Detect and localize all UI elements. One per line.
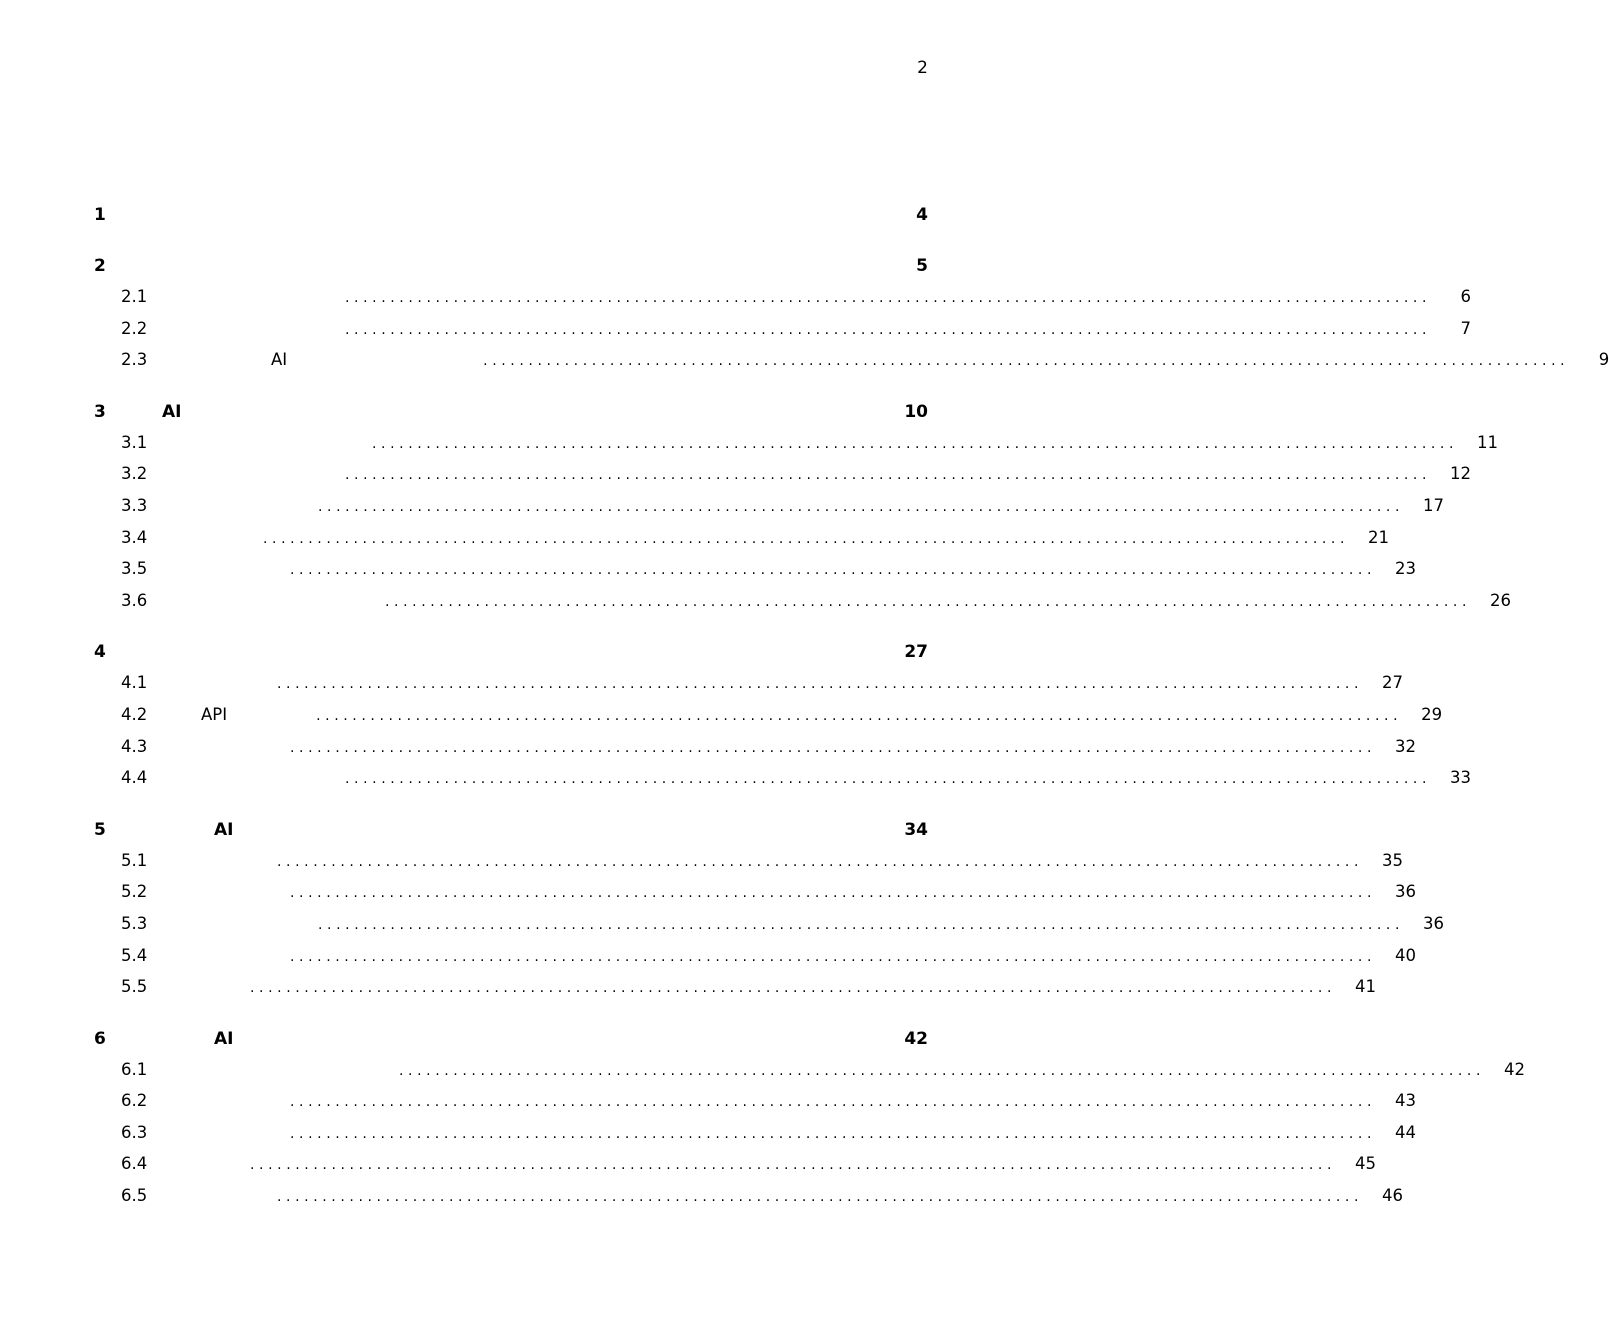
section-number: 3.6 [121, 590, 148, 610]
section-page-number: 36 [1395, 882, 1417, 902]
section-entry[interactable] [94, 940, 1417, 972]
section-entry[interactable] [94, 1180, 1404, 1212]
dot-leader: ........................................................................................................................ [290, 948, 1377, 965]
section-page-number: 41 [1355, 977, 1377, 997]
section-number: 3.1 [121, 432, 148, 452]
chapter-number: 5 [94, 819, 106, 840]
section-number: 3.2 [121, 464, 148, 484]
section-page-number: 32 [1395, 736, 1417, 756]
section-number: 5.3 [121, 913, 148, 933]
section-entry[interactable] [94, 876, 1417, 908]
section-number: 5.1 [121, 850, 148, 870]
section-number: 6.2 [121, 1091, 148, 1111]
chapter-entry[interactable] [94, 200, 928, 230]
section-page-number: 21 [1368, 527, 1390, 547]
section-entry[interactable] [94, 731, 1417, 763]
dot-leader: ........................................................................................................................ [263, 530, 1350, 547]
section-number: 5.5 [121, 977, 148, 997]
chapter-page-number: 10 [904, 401, 928, 422]
chapter-page-number: 5 [916, 256, 928, 276]
section-page-number: 33 [1450, 768, 1472, 788]
chapter-block [94, 397, 1512, 617]
section-title: API [201, 704, 228, 724]
chapter-number: 2 [94, 256, 106, 276]
dot-leader: ........................................................................................................................ [318, 916, 1405, 933]
chapter-number: 6 [94, 1028, 106, 1049]
chapter-page-number: 27 [904, 642, 928, 663]
section-number: 3.3 [121, 495, 148, 515]
section-page-number: 43 [1395, 1091, 1417, 1111]
section-page-number: 12 [1450, 464, 1472, 484]
section-page-number: 35 [1382, 850, 1404, 870]
section-page-number: 27 [1382, 673, 1404, 693]
section-page-number: 6 [1460, 287, 1472, 306]
section-number: 5.4 [121, 945, 148, 965]
dot-leader: ........................................................................................................................ [250, 1157, 1337, 1174]
dot-leader: ........................................................................................................................ [385, 593, 1472, 610]
dot-leader: ........................................................................................................................ [290, 1094, 1377, 1111]
dot-leader: ........................................................................................................................ [277, 1189, 1364, 1206]
dot-leader: ........................................................................................................................ [277, 853, 1364, 870]
section-page-number: 17 [1423, 495, 1445, 515]
section-number: 6.4 [121, 1154, 148, 1174]
section-entry[interactable] [94, 667, 1404, 699]
chapter-page-number: 4 [916, 205, 928, 225]
section-page-number: 36 [1423, 913, 1445, 933]
chapter-block [94, 1024, 1526, 1212]
dot-leader: ........................................................................................................................ [345, 467, 1432, 484]
page-number: 2 [917, 58, 928, 78]
dot-leader: ........................................................................................................................ [290, 739, 1377, 756]
section-entry[interactable] [94, 344, 1609, 376]
chapter-title: AI [162, 401, 182, 422]
section-number: 4.2 [121, 704, 148, 724]
section-entry[interactable] [94, 427, 1499, 459]
dot-leader: ........................................................................................................................ [345, 290, 1432, 306]
chapter-number: 4 [94, 642, 106, 663]
section-entry[interactable] [94, 585, 1512, 617]
chapter-page-number: 42 [904, 1028, 928, 1049]
dot-leader: ........................................................................................................................ [290, 1125, 1377, 1142]
section-number: 4.3 [121, 736, 148, 756]
chapter-block [94, 637, 1472, 793]
section-entry[interactable] [94, 313, 1472, 345]
dot-leader: ........................................................................................................................ [290, 885, 1377, 902]
section-page-number: 7 [1460, 318, 1472, 338]
dot-leader: ........................................................................................................................ [483, 353, 1570, 370]
section-page-number: 46 [1382, 1186, 1404, 1206]
table-of-contents [94, 200, 1609, 1233]
section-page-number: 23 [1395, 559, 1417, 579]
section-page-number: 42 [1504, 1059, 1526, 1079]
section-number: 6.3 [121, 1122, 148, 1142]
section-number: 4.4 [121, 768, 148, 788]
section-number: 6.1 [121, 1059, 148, 1079]
dot-leader: ........................................................................................................................ [316, 707, 1403, 724]
dot-leader: ........................................................................................................................ [372, 435, 1459, 452]
chapter-entry[interactable] [94, 251, 928, 281]
chapter-title: AI [214, 1028, 234, 1049]
section-page-number: 26 [1490, 590, 1512, 610]
section-page-number: 40 [1395, 945, 1417, 965]
section-entry[interactable] [94, 1085, 1417, 1117]
section-entry[interactable] [94, 762, 1472, 794]
dot-leader: ........................................................................................................................ [290, 562, 1377, 579]
chapter-entry[interactable] [94, 815, 928, 845]
section-number: 2.1 [121, 287, 148, 306]
section-number: 6.5 [121, 1186, 148, 1206]
section-number: 2.3 [121, 350, 148, 370]
section-page-number: 29 [1421, 704, 1443, 724]
section-entry[interactable] [94, 1054, 1526, 1086]
section-page-number: 44 [1395, 1122, 1417, 1142]
chapter-block [94, 251, 1609, 376]
chapter-title: AI [214, 819, 234, 840]
section-entry[interactable] [94, 490, 1445, 522]
chapter-number: 1 [94, 205, 106, 225]
section-number: 2.2 [121, 318, 148, 338]
section-entry[interactable] [94, 1148, 1377, 1180]
section-title: AI [271, 350, 288, 370]
section-number: 4.1 [121, 673, 148, 693]
section-entry[interactable] [94, 1117, 1417, 1149]
section-entry[interactable] [94, 971, 1377, 1003]
chapter-page-number: 34 [904, 819, 928, 840]
section-number: 5.2 [121, 882, 148, 902]
section-entry[interactable] [94, 699, 1443, 731]
dot-leader: ........................................................................................................................ [250, 980, 1337, 997]
section-entry[interactable] [94, 908, 1445, 940]
section-number: 3.5 [121, 559, 148, 579]
section-page-number: 11 [1477, 432, 1499, 452]
dot-leader: ........................................................................................................................ [318, 498, 1405, 515]
section-entry[interactable] [94, 553, 1417, 585]
section-entry[interactable] [94, 522, 1390, 554]
section-entry[interactable] [94, 458, 1472, 490]
dot-leader: ........................................................................................................................ [345, 771, 1432, 788]
chapter-number: 3 [94, 401, 106, 422]
dot-leader: ........................................................................................................................ [399, 1062, 1486, 1079]
chapter-entry[interactable] [94, 1024, 928, 1054]
section-page-number: 9 [1598, 350, 1609, 370]
chapter-entry[interactable] [94, 397, 928, 427]
chapter-block [94, 815, 1445, 1003]
section-entry[interactable] [94, 845, 1404, 877]
dot-leader: ........................................................................................................................ [345, 321, 1432, 338]
section-number: 3.4 [121, 527, 148, 547]
section-page-number: 45 [1355, 1154, 1377, 1174]
section-entry[interactable] [94, 281, 1472, 313]
chapter-entry[interactable] [94, 637, 928, 667]
dot-leader: ........................................................................................................................ [277, 676, 1364, 693]
chapter-block [94, 200, 928, 230]
